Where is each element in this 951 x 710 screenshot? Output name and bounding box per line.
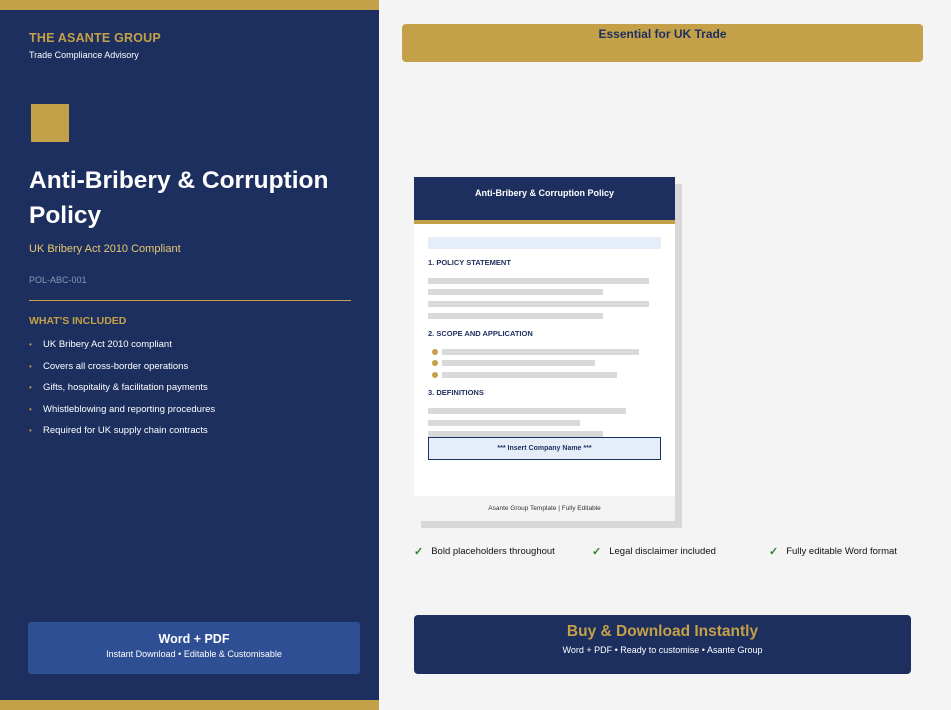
document-header: [414, 177, 675, 220]
buy-download-button[interactable]: [414, 615, 911, 674]
buy-subtitle: Word + PDF • Ready to customise • Asante Group: [562, 645, 763, 655]
document-footer-text: Asante Group Template | Fully Editable: [488, 505, 601, 512]
checkmark-icon: ✓: [414, 546, 424, 558]
section-heading: 1. POLICY STATEMENT: [428, 258, 511, 267]
divider: [29, 300, 351, 301]
checkmark-icon: ✓: [769, 546, 779, 558]
brand-tagline: Trade Compliance Advisory: [29, 50, 139, 60]
document-footer: [414, 496, 675, 521]
format-badge: [28, 622, 360, 674]
bullet-icon: [432, 372, 438, 378]
feature-item: • Whistleblowing and reporting procedures: [29, 403, 216, 415]
text-line: [428, 289, 603, 295]
bullet-icon: •: [29, 426, 32, 435]
bullet-icon: •: [29, 361, 32, 371]
feature-list: [29, 339, 215, 447]
banner-text: Essential for UK Trade: [598, 27, 727, 41]
text-line: [442, 349, 639, 355]
document-title-bar: [428, 237, 661, 249]
bullet-icon: [432, 349, 438, 355]
feature-item: • Covers all cross-border operations: [29, 360, 189, 372]
section-heading: 3. DEFINITIONS: [428, 388, 484, 397]
product-title: Anti-Bribery & Corruption Policy: [29, 167, 329, 229]
bottom-gold-bar: [0, 700, 379, 710]
text-line: [428, 301, 649, 307]
format-title: Word + PDF: [158, 632, 230, 646]
product-code: POL-ABC-001: [29, 275, 87, 285]
text-line: [428, 278, 649, 284]
text-line: [428, 408, 626, 414]
text-line: [442, 360, 595, 366]
top-gold-bar: [0, 0, 379, 10]
product-info-panel: [0, 0, 379, 710]
text-line: [428, 313, 603, 319]
bullet-icon: •: [29, 340, 32, 349]
feature-item: • UK Bribery Act 2010 compliant: [29, 339, 172, 350]
product-subtitle: UK Bribery Act 2010 Compliant: [29, 243, 181, 255]
brand-square-icon: [31, 104, 69, 142]
check-item: ✓ Fully editable Word format: [769, 546, 897, 558]
included-heading: WHAT'S INCLUDED: [29, 315, 127, 327]
document-gold-rule: [414, 220, 675, 224]
feature-item: • Gifts, hospitality & facilitation payments: [29, 382, 208, 393]
document-header-title: Anti-Bribery & Corruption Policy: [474, 188, 614, 198]
check-item: ✓ Bold placeholders throughout: [414, 546, 555, 558]
feature-item: • Required for UK supply chain contracts: [29, 425, 208, 436]
text-line: [442, 372, 617, 378]
checkmark-icon: ✓: [592, 546, 602, 558]
buy-title: Buy & Download Instantly: [566, 623, 759, 640]
format-subtitle: Instant Download • Editable & Customisable: [106, 649, 282, 659]
text-line: [428, 420, 580, 426]
placeholder-text: *** Insert Company Name ***: [497, 445, 592, 452]
brand-name: THE ASANTE GROUP: [29, 31, 161, 45]
check-item: ✓ Legal disclaimer included: [592, 546, 716, 558]
bullet-icon: •: [29, 404, 32, 414]
bullet-icon: •: [29, 383, 32, 392]
section-heading: 2. SCOPE AND APPLICATION: [428, 329, 533, 338]
company-name-placeholder: [428, 437, 661, 460]
document-preview: [414, 177, 675, 521]
bullet-icon: [432, 360, 438, 366]
essential-banner: [402, 24, 923, 62]
